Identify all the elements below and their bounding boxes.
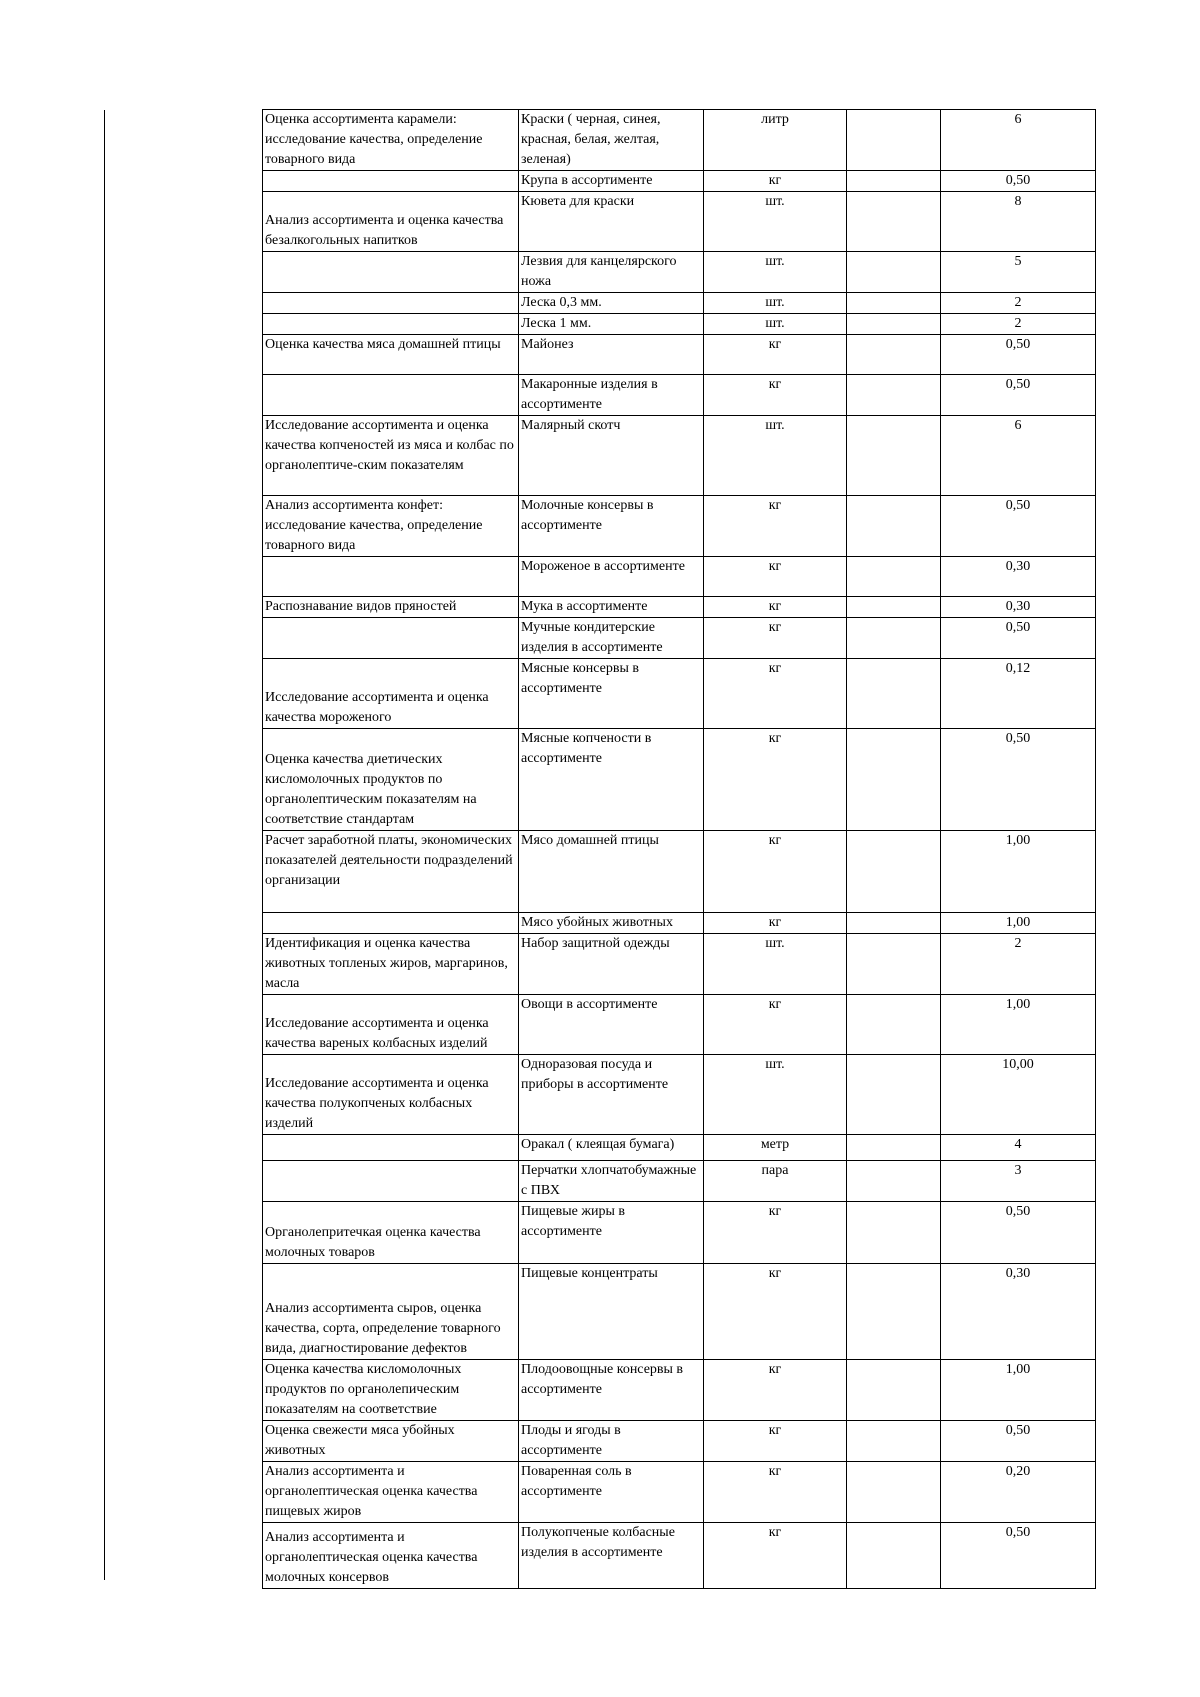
work-cell bbox=[263, 1161, 519, 1202]
table-row bbox=[263, 171, 1096, 192]
unit-cell: кг bbox=[704, 171, 847, 192]
qty-cell: 0,20 bbox=[941, 1462, 1096, 1523]
work-cell bbox=[263, 1135, 519, 1161]
qty-cell: 4 bbox=[941, 1135, 1096, 1161]
table-row bbox=[263, 252, 1096, 293]
note-cell bbox=[847, 618, 941, 659]
qty-cell: 1,00 bbox=[941, 995, 1096, 1055]
item-cell: Мясные копчености в ассортименте bbox=[519, 729, 704, 831]
unit-cell: литр bbox=[704, 110, 847, 171]
work-cell: Оценка качества кисломолочных продуктов по органолепическим показателям на соответствие bbox=[263, 1360, 519, 1421]
note-cell bbox=[847, 831, 941, 913]
table-row bbox=[263, 831, 1096, 913]
qty-cell: 0,30 bbox=[941, 1264, 1096, 1360]
unit-cell: кг bbox=[704, 1523, 847, 1589]
unit-cell: метр bbox=[704, 1135, 847, 1161]
work-cell: Анализ ассортимента и органолептическая оценка качества пищевых жиров bbox=[263, 1462, 519, 1523]
qty-cell: 0,50 bbox=[941, 335, 1096, 375]
table-row bbox=[263, 1523, 1096, 1589]
qty-cell: 2 bbox=[941, 293, 1096, 314]
qty-cell: 0,50 bbox=[941, 375, 1096, 416]
unit-cell: кг bbox=[704, 1360, 847, 1421]
note-cell bbox=[847, 1264, 941, 1360]
work-cell bbox=[263, 913, 519, 934]
note-cell bbox=[847, 416, 941, 496]
item-cell: Мясо домашней птицы bbox=[519, 831, 704, 913]
qty-cell: 2 bbox=[941, 934, 1096, 995]
unit-cell: кг bbox=[704, 659, 847, 729]
table-row bbox=[263, 597, 1096, 618]
note-cell bbox=[847, 1161, 941, 1202]
table-row bbox=[263, 1264, 1096, 1360]
work-cell bbox=[263, 557, 519, 597]
table-row bbox=[263, 1462, 1096, 1523]
table-row bbox=[263, 934, 1096, 995]
unit-cell: кг bbox=[704, 913, 847, 934]
item-cell: Майонез bbox=[519, 335, 704, 375]
item-cell: Крупа в ассортименте bbox=[519, 171, 704, 192]
qty-cell: 0,12 bbox=[941, 659, 1096, 729]
table-row bbox=[263, 618, 1096, 659]
note-cell bbox=[847, 995, 941, 1055]
work-cell: Анализ ассортимента конфет: исследование качества, определение товарного вида bbox=[263, 496, 519, 557]
work-cell: Анализ ассортимента и оценка качества безалкогольных напитков bbox=[263, 192, 519, 252]
unit-cell: шт. bbox=[704, 314, 847, 335]
unit-cell: шт. bbox=[704, 293, 847, 314]
item-cell: Малярный скотч bbox=[519, 416, 704, 496]
item-cell: Плоды и ягоды в ассортименте bbox=[519, 1421, 704, 1462]
qty-cell: 6 bbox=[941, 110, 1096, 171]
item-cell: Кювета для краски bbox=[519, 192, 704, 252]
work-cell: Оценка ассортимента карамели: исследование качества, определение товарного вида bbox=[263, 110, 519, 171]
note-cell bbox=[847, 597, 941, 618]
unit-cell: кг bbox=[704, 375, 847, 416]
table-row bbox=[263, 1135, 1096, 1161]
unit-cell: кг bbox=[704, 1202, 847, 1264]
unit-cell: кг bbox=[704, 831, 847, 913]
qty-cell: 1,00 bbox=[941, 831, 1096, 913]
item-cell: Пищевые концентраты bbox=[519, 1264, 704, 1360]
item-cell: Леска 0,3 мм. bbox=[519, 293, 704, 314]
item-cell: Леска 1 мм. bbox=[519, 314, 704, 335]
work-cell: Органолепритечкая оценка качества молочных товаров bbox=[263, 1202, 519, 1264]
qty-cell: 0,50 bbox=[941, 496, 1096, 557]
unit-cell: кг bbox=[704, 335, 847, 375]
work-cell: Исследование ассортимента и оценка качества мороженого bbox=[263, 659, 519, 729]
note-cell bbox=[847, 314, 941, 335]
qty-cell: 10,00 bbox=[941, 1055, 1096, 1135]
note-cell bbox=[847, 557, 941, 597]
unit-cell: кг bbox=[704, 496, 847, 557]
unit-cell: кг bbox=[704, 995, 847, 1055]
work-cell: Анализ ассортимента сыров, оценка качества, сорта, определение товарного вида, диагностирование дефектов bbox=[263, 1264, 519, 1360]
unit-cell: шт. bbox=[704, 934, 847, 995]
item-cell: Мясо убойных животных bbox=[519, 913, 704, 934]
table-row bbox=[263, 1055, 1096, 1135]
work-cell: Оценка качества диетических кисломолочных продуктов по органолептическим показателям на соответствие стандартам bbox=[263, 729, 519, 831]
qty-cell: 0,30 bbox=[941, 597, 1096, 618]
unit-cell: шт. bbox=[704, 252, 847, 293]
note-cell bbox=[847, 496, 941, 557]
note-cell bbox=[847, 934, 941, 995]
work-cell: Исследование ассортимента и оценка качества полукопченых колбасных изделий bbox=[263, 1055, 519, 1135]
work-cell bbox=[263, 252, 519, 293]
note-cell bbox=[847, 110, 941, 171]
unit-cell: кг bbox=[704, 729, 847, 831]
note-cell bbox=[847, 1421, 941, 1462]
table-row bbox=[263, 1421, 1096, 1462]
qty-cell: 1,00 bbox=[941, 913, 1096, 934]
item-cell: Мясные консервы в ассортименте bbox=[519, 659, 704, 729]
note-cell bbox=[847, 375, 941, 416]
note-cell bbox=[847, 1135, 941, 1161]
note-cell bbox=[847, 1202, 941, 1264]
note-cell bbox=[847, 1055, 941, 1135]
item-cell: Оракал ( клеящая бумага) bbox=[519, 1135, 704, 1161]
qty-cell: 3 bbox=[941, 1161, 1096, 1202]
unit-cell: кг bbox=[704, 1264, 847, 1360]
work-cell: Оценка качества мяса домашней птицы bbox=[263, 335, 519, 375]
unit-cell: кг bbox=[704, 618, 847, 659]
table-row bbox=[263, 913, 1096, 934]
table-row bbox=[263, 729, 1096, 831]
qty-cell: 0,50 bbox=[941, 729, 1096, 831]
table-row bbox=[263, 110, 1096, 171]
note-cell bbox=[847, 192, 941, 252]
table-row bbox=[263, 1360, 1096, 1421]
qty-cell: 2 bbox=[941, 314, 1096, 335]
note-cell bbox=[847, 1360, 941, 1421]
work-cell: Распознавание видов пряностей bbox=[263, 597, 519, 618]
unit-cell: пара bbox=[704, 1161, 847, 1202]
item-cell: Мороженое в ассортименте bbox=[519, 557, 704, 597]
table-row bbox=[263, 1202, 1096, 1264]
table-row bbox=[263, 335, 1096, 375]
item-cell: Плодоовощные консервы в ассортименте bbox=[519, 1360, 704, 1421]
qty-cell: 1,00 bbox=[941, 1360, 1096, 1421]
item-cell: Поваренная соль в ассортименте bbox=[519, 1462, 704, 1523]
note-cell bbox=[847, 1523, 941, 1589]
item-cell: Лезвия для канцелярского ножа bbox=[519, 252, 704, 293]
qty-cell: 8 bbox=[941, 192, 1096, 252]
qty-cell: 5 bbox=[941, 252, 1096, 293]
item-cell: Мука в ассортименте bbox=[519, 597, 704, 618]
materials-table bbox=[262, 109, 1096, 1589]
note-cell bbox=[847, 171, 941, 192]
unit-cell: кг bbox=[704, 1421, 847, 1462]
table-row bbox=[263, 659, 1096, 729]
table-row bbox=[263, 1161, 1096, 1202]
work-cell: Исследование ассортимента и оценка качества копченостей из мяса и колбас по органолептиче-ским показателям bbox=[263, 416, 519, 496]
qty-cell: 0,50 bbox=[941, 1523, 1096, 1589]
unit-cell: кг bbox=[704, 597, 847, 618]
item-cell: Молочные консервы в ассортименте bbox=[519, 496, 704, 557]
qty-cell: 0,50 bbox=[941, 618, 1096, 659]
work-cell bbox=[263, 171, 519, 192]
qty-cell: 6 bbox=[941, 416, 1096, 496]
unit-cell: кг bbox=[704, 1462, 847, 1523]
item-cell: Овощи в ассортименте bbox=[519, 995, 704, 1055]
table-row bbox=[263, 293, 1096, 314]
note-cell bbox=[847, 729, 941, 831]
note-cell bbox=[847, 1462, 941, 1523]
work-cell bbox=[263, 293, 519, 314]
table-row bbox=[263, 375, 1096, 416]
table-row bbox=[263, 314, 1096, 335]
unit-cell: шт. bbox=[704, 192, 847, 252]
item-cell: Макаронные изделия в ассортименте bbox=[519, 375, 704, 416]
qty-cell: 0,50 bbox=[941, 1421, 1096, 1462]
note-cell bbox=[847, 659, 941, 729]
item-cell: Краски ( черная, синея, красная, белая, желтая, зеленая) bbox=[519, 110, 704, 171]
item-cell: Перчатки хлопчатобумажные с ПВХ bbox=[519, 1161, 704, 1202]
item-cell: Полукопченые колбасные изделия в ассортименте bbox=[519, 1523, 704, 1589]
item-cell: Одноразовая посуда и приборы в ассортименте bbox=[519, 1055, 704, 1135]
unit-cell: шт. bbox=[704, 416, 847, 496]
table-row bbox=[263, 496, 1096, 557]
note-cell bbox=[847, 913, 941, 934]
table-row bbox=[263, 416, 1096, 496]
item-cell: Мучные кондитерские изделия в ассортименте bbox=[519, 618, 704, 659]
unit-cell: кг bbox=[704, 557, 847, 597]
work-cell bbox=[263, 375, 519, 416]
note-cell bbox=[847, 293, 941, 314]
qty-cell: 0,50 bbox=[941, 1202, 1096, 1264]
work-cell: Идентификация и оценка качества животных топленых жиров, маргаринов, масла bbox=[263, 934, 519, 995]
qty-cell: 0,30 bbox=[941, 557, 1096, 597]
table-body bbox=[263, 110, 1096, 1589]
item-cell: Набор защитной одежды bbox=[519, 934, 704, 995]
work-cell bbox=[263, 618, 519, 659]
work-cell bbox=[263, 314, 519, 335]
note-cell bbox=[847, 335, 941, 375]
table-row bbox=[263, 557, 1096, 597]
work-cell: Анализ ассортимента и органолептическая оценка качества молочных консервов bbox=[263, 1523, 519, 1589]
work-cell: Расчет заработной платы, экономических показателей деятельности подразделений организации bbox=[263, 831, 519, 913]
item-cell: Пищевые жиры в ассортименте bbox=[519, 1202, 704, 1264]
note-cell bbox=[847, 252, 941, 293]
left-margin-line bbox=[104, 110, 105, 1580]
table-row bbox=[263, 995, 1096, 1055]
table-row bbox=[263, 192, 1096, 252]
work-cell: Исследование ассортимента и оценка качества вареных колбасных изделий bbox=[263, 995, 519, 1055]
unit-cell: шт. bbox=[704, 1055, 847, 1135]
work-cell: Оценка свежести мяса убойных животных bbox=[263, 1421, 519, 1462]
qty-cell: 0,50 bbox=[941, 171, 1096, 192]
